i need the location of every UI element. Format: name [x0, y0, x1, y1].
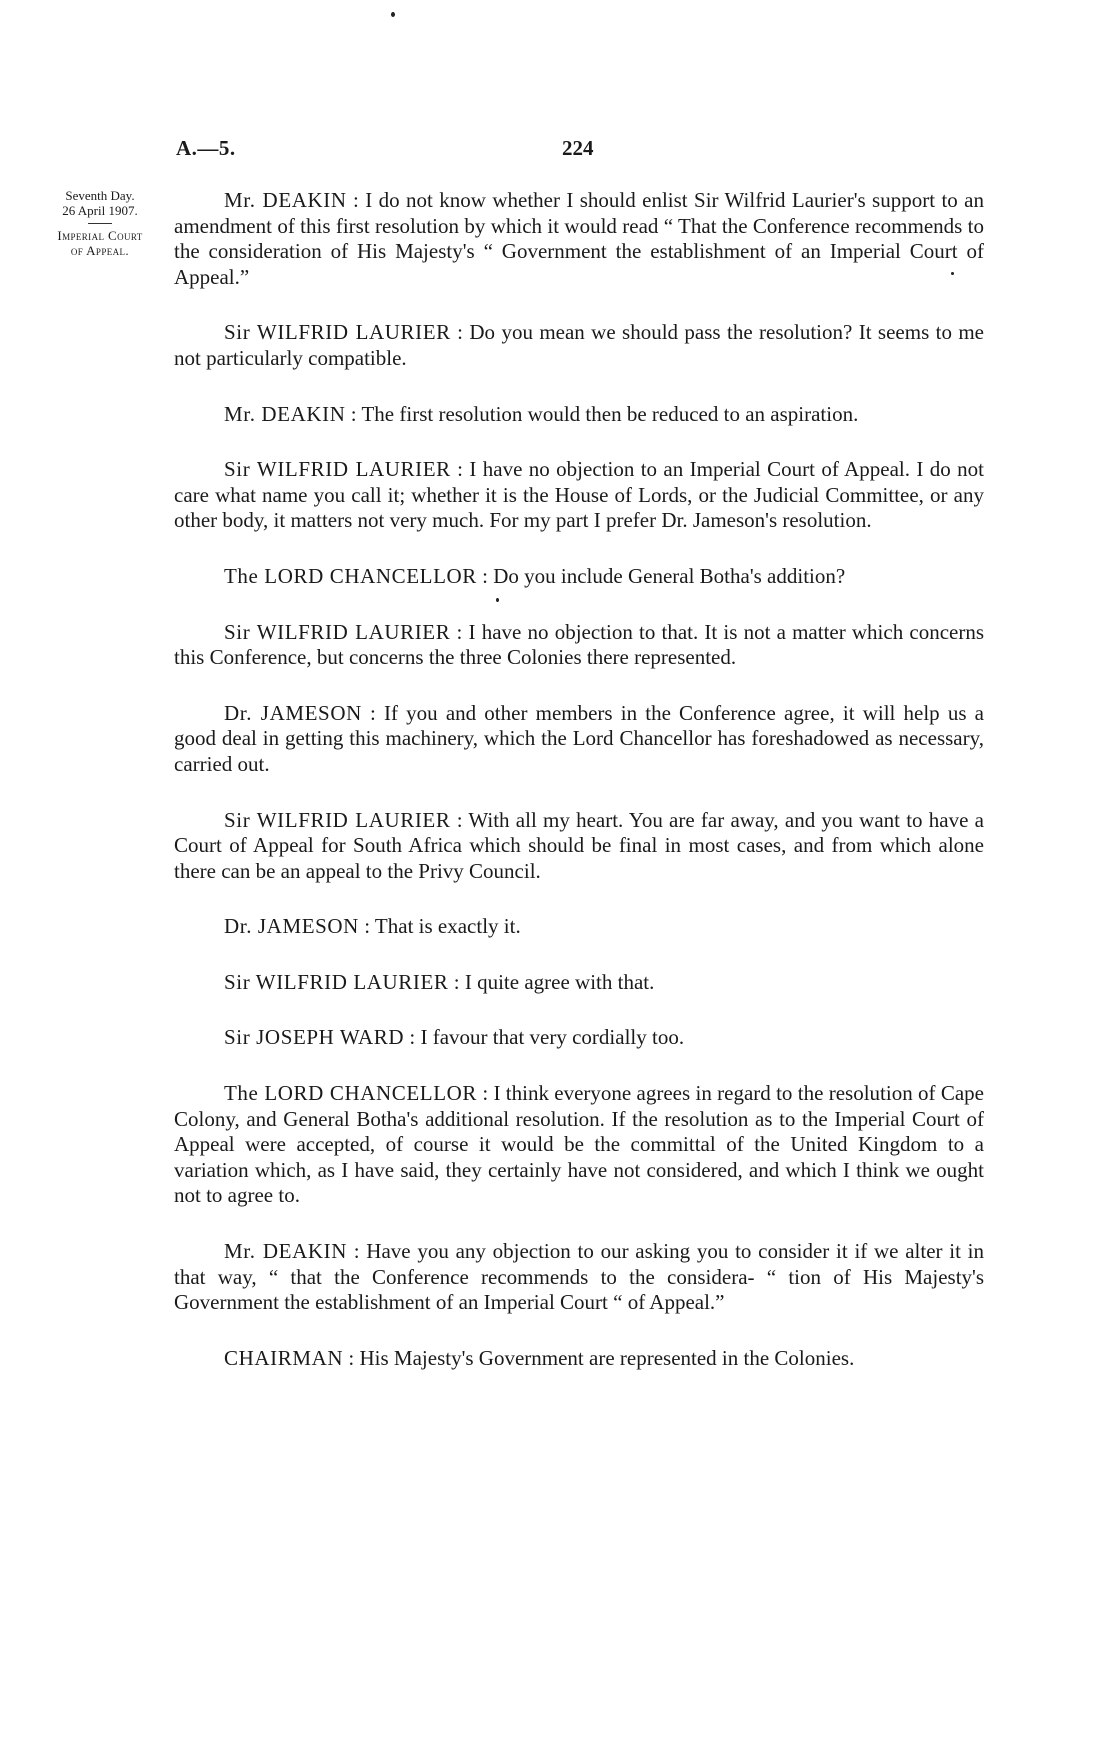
scan-speck: [951, 272, 954, 275]
margin-topic-line1: Imperial Court: [57, 228, 143, 243]
speaker-name: Mr. DEAKIN: [224, 401, 346, 426]
paragraph: Mr. DEAKIN : I do not know whether I should enlist Sir Wilfrid Laurier's support to an amendment of this first resolution by which it would read “ That the Conference recommends to the consideration of His Majesty's “ Government the establishment of an Imperial Court of Appeal.”: [174, 188, 984, 289]
paragraph-text: That is exactly it.: [374, 914, 521, 939]
paragraph-text: I do not know whether I should enlist Sir Wilfrid Laurier's support to an amendment of this first resolution by which it would read “ That the Conference recommends to the consideration of His Majesty's “ Government the establishment of an Imperial Court of Appeal.”: [174, 188, 984, 289]
margin-day: Seventh Day.: [65, 188, 135, 203]
speaker-name: Sir WILFRID LAURIER: [224, 807, 451, 832]
paragraph: Mr. DEAKIN : The first resolution would then be reduced to an aspiration.: [224, 401, 859, 426]
paragraph-text: With all my heart. You are far away, and you want to have a Court of Appeal for South Africa which should be final in most cases, and from which alone there can be an appeal to the Privy Council.: [174, 807, 984, 883]
paragraph: Sir WILFRID LAURIER : I have no objection to that. It is not a matter which concerns this Conference, but concerns the three Colonies there represented.: [174, 619, 985, 670]
paragraph: Dr. JAMESON : If you and other members in the Conference agree, it will help us a good deal in getting this machinery, which the Lord Chancellor has foreshadowed as necessary, carried out.: [174, 700, 984, 776]
margin-note: [30, 188, 170, 258]
speaker-name: Dr. JAMESON: [224, 914, 359, 939]
paragraph-text: I have no objection to an Imperial Court of Appeal. I do not care what name you call it; whether it is the House of Lords, or the Judicial Committee, or any other body, it matters not very much. For my part I prefer Dr. Jameson's resolution.: [174, 457, 984, 533]
page-header: [176, 136, 984, 166]
page-number: 224: [562, 136, 594, 160]
scan-speck: [496, 598, 499, 602]
paragraph-text: I think everyone agrees in regard to the resolution of Cape Colony, and General Botha's additional resolution. If the resolution as to the Imperial Court of Appeal were accepted, of course it would be the committal of the United Kingdom to a variation which, as I have said, they certainly have not considered, and which I think we ought not to agree to.: [174, 1081, 984, 1208]
paragraph: Sir JOSEPH WARD : I favour that very cordially too.: [224, 1025, 685, 1050]
paragraph: Sir WILFRID LAURIER : I have no objection to an Imperial Court of Appeal. I do not care what name you call it; whether it is the House of Lords, or the Judicial Committee, or any other body, it matters not very much. For my part I prefer Dr. Jameson's resolution.: [174, 457, 984, 533]
transcript-body: [174, 188, 984, 1401]
paragraph-text: If you and other members in the Conference agree, it will help us a good deal in getting this machinery, which the Lord Chancellor has foreshadowed as necessary, carried out.: [174, 700, 984, 776]
paragraph-text: I have no objection to that. It is not a matter which concerns this Conference, but concerns the three Colonies there represented.: [174, 619, 985, 670]
paragraph-text: Do you mean we should pass the resolution? It seems to me not particularly compatible.: [174, 320, 985, 370]
paragraph: The LORD CHANCELLOR : I think everyone agrees in regard to the resolution of Cape Colony, and General Botha's additional resolution. If the resolution as to the Imperial Court of Appeal were accepted, of course it would be the committal of the United Kingdom to a variation which, as I have said, they certainly have not considered, and which I think we ought not to agree to.: [174, 1081, 984, 1208]
paragraph: CHAIRMAN : His Majesty's Government are represented in the Colonies.: [224, 1345, 855, 1370]
paragraph-text: Have you any objection to our asking you to consider it if we alter it in that way, “ that the Conference recommends to the considera- “ tion of His Majesty's Government the establishment of an Imperial Court “ of Appeal.”: [174, 1239, 984, 1315]
paragraph: Sir WILFRID LAURIER : Do you mean we should pass the resolution? It seems to me not particularly compatible.: [174, 320, 985, 370]
speaker-name: Sir WILFRID LAURIER: [224, 457, 451, 482]
paragraph-text: I quite agree with that.: [464, 969, 655, 994]
paragraph: Mr. DEAKIN : Have you any objection to our asking you to consider it if we alter it in that way, “ that the Conference recommends to the considera- “ tion of His Majesty's Government the establishment of an Imperial Court “ of Appeal.”: [174, 1239, 984, 1315]
paragraph: Dr. JAMESON : That is exactly it.: [224, 914, 521, 939]
paragraph: Sir WILFRID LAURIER : With all my heart. You are far away, and you want to have a Court of Appeal for South Africa which should be final in most cases, and from which alone there can be an appeal to the Privy Council.: [174, 807, 984, 883]
paragraph-text: His Majesty's Government are represented in the Colonies.: [359, 1345, 855, 1370]
speaker-name: The LORD CHANCELLOR: [224, 563, 477, 588]
speaker-name: Sir WILFRID LAURIER: [224, 320, 451, 345]
paragraph-text: I favour that very cordially too.: [420, 1025, 685, 1050]
paragraph-text: Do you include General Botha's addition?: [493, 563, 846, 588]
scan-speck: [391, 12, 395, 17]
speaker-name: Sir WILFRID LAURIER: [224, 969, 449, 994]
speaker-name: The LORD CHANCELLOR: [224, 1081, 478, 1106]
paragraph: The LORD CHANCELLOR : Do you include General Botha's addition?: [224, 563, 846, 588]
margin-date: 26 April 1907.: [62, 203, 138, 218]
margin-divider: [88, 223, 112, 224]
paragraph: Sir WILFRID LAURIER : I quite agree with that.: [224, 969, 655, 994]
speaker-name: Dr. JAMESON: [224, 700, 362, 725]
margin-topic-line2: of Appeal.: [70, 243, 130, 258]
paragraph-text: The first resolution would then be reduced to an aspiration.: [361, 401, 859, 426]
speaker-name: Mr. DEAKIN: [224, 188, 347, 212]
speaker-name: Mr. DEAKIN: [224, 1239, 347, 1264]
speaker-name: CHAIRMAN: [224, 1345, 344, 1370]
speaker-name: Sir WILFRID LAURIER: [224, 619, 451, 644]
paper-reference: A.—5.: [176, 136, 236, 160]
speaker-name: Sir JOSEPH WARD: [224, 1025, 405, 1050]
